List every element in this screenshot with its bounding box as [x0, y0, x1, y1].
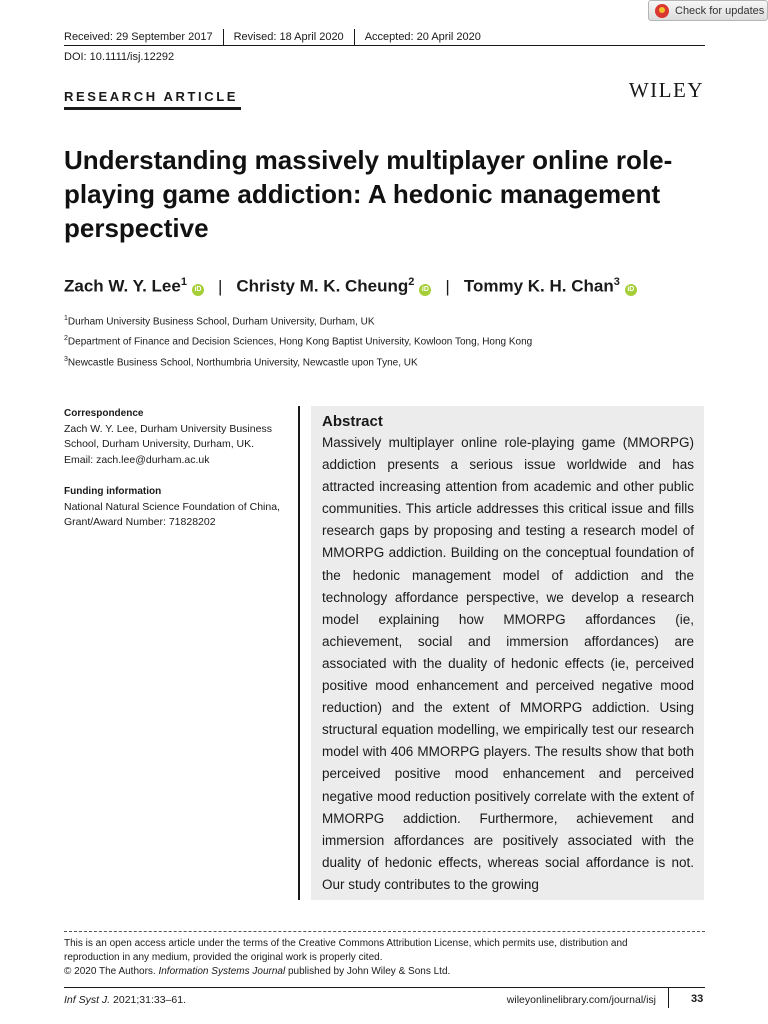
- affiliation-text: Newcastle Business School, Northumbria University, Newcastle upon Tyne, UK: [67, 357, 418, 369]
- orcid-icon[interactable]: iD: [419, 284, 431, 296]
- affiliation-1: [64, 315, 374, 327]
- journal-abbrev: Inf Syst J.: [64, 994, 111, 1006]
- copyright-line: [64, 965, 704, 979]
- date-divider: [354, 29, 355, 45]
- orcid-icon[interactable]: iD: [625, 284, 637, 296]
- received-date: Received: 29 September 2017: [64, 31, 213, 43]
- check-updates-icon: [655, 4, 669, 18]
- correspondence-block: [64, 406, 294, 468]
- affiliation-text: Durham University Business School, Durham University, Durham, UK: [67, 316, 375, 328]
- correspondence-line: School, Durham University, Durham, UK.: [64, 438, 255, 450]
- author-list: [64, 276, 637, 297]
- publisher-logo: WILEY: [628, 78, 704, 102]
- author-1[interactable]: [64, 276, 187, 297]
- copyright-prefix: © 2020 The Authors.: [64, 966, 159, 977]
- article-type: RESEARCH ARTICLE: [64, 89, 239, 104]
- footer-rule: [64, 987, 705, 988]
- affiliation-sup: 2: [64, 335, 68, 342]
- check-for-updates-button[interactable]: [648, 0, 768, 21]
- article-type-underline: [64, 107, 241, 110]
- footnote-rule: [64, 931, 705, 932]
- copyright-journal: Information Systems Journal: [158, 966, 286, 977]
- author-2[interactable]: [236, 276, 414, 297]
- copyright-suffix: published by John Wiley & Sons Ltd.: [285, 966, 451, 977]
- abstract-text: Massively multiplayer online role-playing game (MMORPG) addiction presents a serious issue worldwide and has attracted increasing attention from academic and other public communities. This article addresses this critical issue and fills research gaps by proposing and testing a research model of MMORPG addiction. Building on the conceptual foundation of the hedonic management model of addiction and the technology affordance perspective, we develop a research model explaining how MMORPG affordances (ie, achievement, social and immersion affordances) are associated with the duality of hedonic effects (ie, perceived positive mood enhancement and perceived negative mood reduction) and the extent of MMORPG addiction. Using structural equation modelling, we empirically test our research model with 406 MMORPG players. The results show that both perceived positive mood enhancement and perceived negative mood reduction positively correlate with the extent of MMORPG addiction. Furthermore, achievement and immersion affordances are positively associated with the duality of hedonic effects, whereas social affordance is not. Our study contributes to the growing: [322, 435, 694, 892]
- correspondence-email[interactable]: Email: zach.lee@durham.ac.uk: [64, 453, 210, 466]
- paper-title: Understanding massively multiplayer online role-playing game addiction: A hedonic management perspective: [64, 145, 673, 243]
- journal-website-link[interactable]: wileyonlinelibrary.com/journal/isj: [506, 994, 656, 1006]
- affiliation-2: [64, 335, 532, 347]
- affiliation-sup: 3: [64, 356, 68, 363]
- author-name: Tommy K. H. Chan: [463, 276, 614, 296]
- funding-line: Grant/Award Number: 71828202: [64, 516, 216, 528]
- author-separator: |: [445, 276, 450, 296]
- license-line: reproduction in any medium, provided the original work is properly cited.: [64, 952, 383, 963]
- author-name: Christy M. K. Cheung: [236, 276, 409, 296]
- check-for-updates-label: Check for updates: [675, 4, 765, 17]
- page-number-divider: [668, 988, 669, 1008]
- funding-line: National Natural Science Foundation of China,: [64, 500, 280, 513]
- date-divider: [223, 29, 224, 45]
- correspondence-heading: Correspondence: [64, 408, 144, 419]
- abstract-heading: Abstract: [322, 413, 383, 430]
- correspondence-line: Zach W. Y. Lee, Durham University Business: [64, 422, 272, 435]
- author-affil-sup: 3: [613, 276, 620, 288]
- revised-date: Revised: 18 April 2020: [233, 31, 344, 43]
- journal-citation: [64, 994, 186, 1006]
- funding-heading: Funding information: [64, 486, 162, 497]
- abstract-side-bar: [298, 406, 300, 900]
- journal-issue: 2021;31:33–61.: [110, 994, 187, 1006]
- accepted-date: Accepted: 20 April 2020: [364, 31, 481, 43]
- affiliation-3: [64, 356, 418, 368]
- affiliation-text: Department of Finance and Decision Sciences, Hong Kong Baptist University, Kowloon Tong, Hong Kong: [67, 336, 533, 348]
- publication-dates: [64, 29, 481, 45]
- doi: DOI: 10.1111/isj.12292: [64, 51, 175, 63]
- page-number: 33: [691, 993, 704, 1005]
- author-affil-sup: 1: [180, 276, 187, 288]
- author-name: Zach W. Y. Lee: [64, 276, 181, 296]
- author-affil-sup: 2: [408, 276, 415, 288]
- header-rule: [64, 45, 705, 46]
- affiliation-sup: 1: [64, 315, 68, 322]
- author-separator: |: [217, 276, 223, 296]
- license-notice: [64, 937, 704, 979]
- author-3[interactable]: [464, 276, 620, 297]
- license-line: This is an open access article under the terms of the Creative Commons Attribution License, which permits use, distribution and: [64, 938, 628, 949]
- orcid-icon[interactable]: iD: [192, 284, 204, 296]
- funding-block: [64, 484, 294, 531]
